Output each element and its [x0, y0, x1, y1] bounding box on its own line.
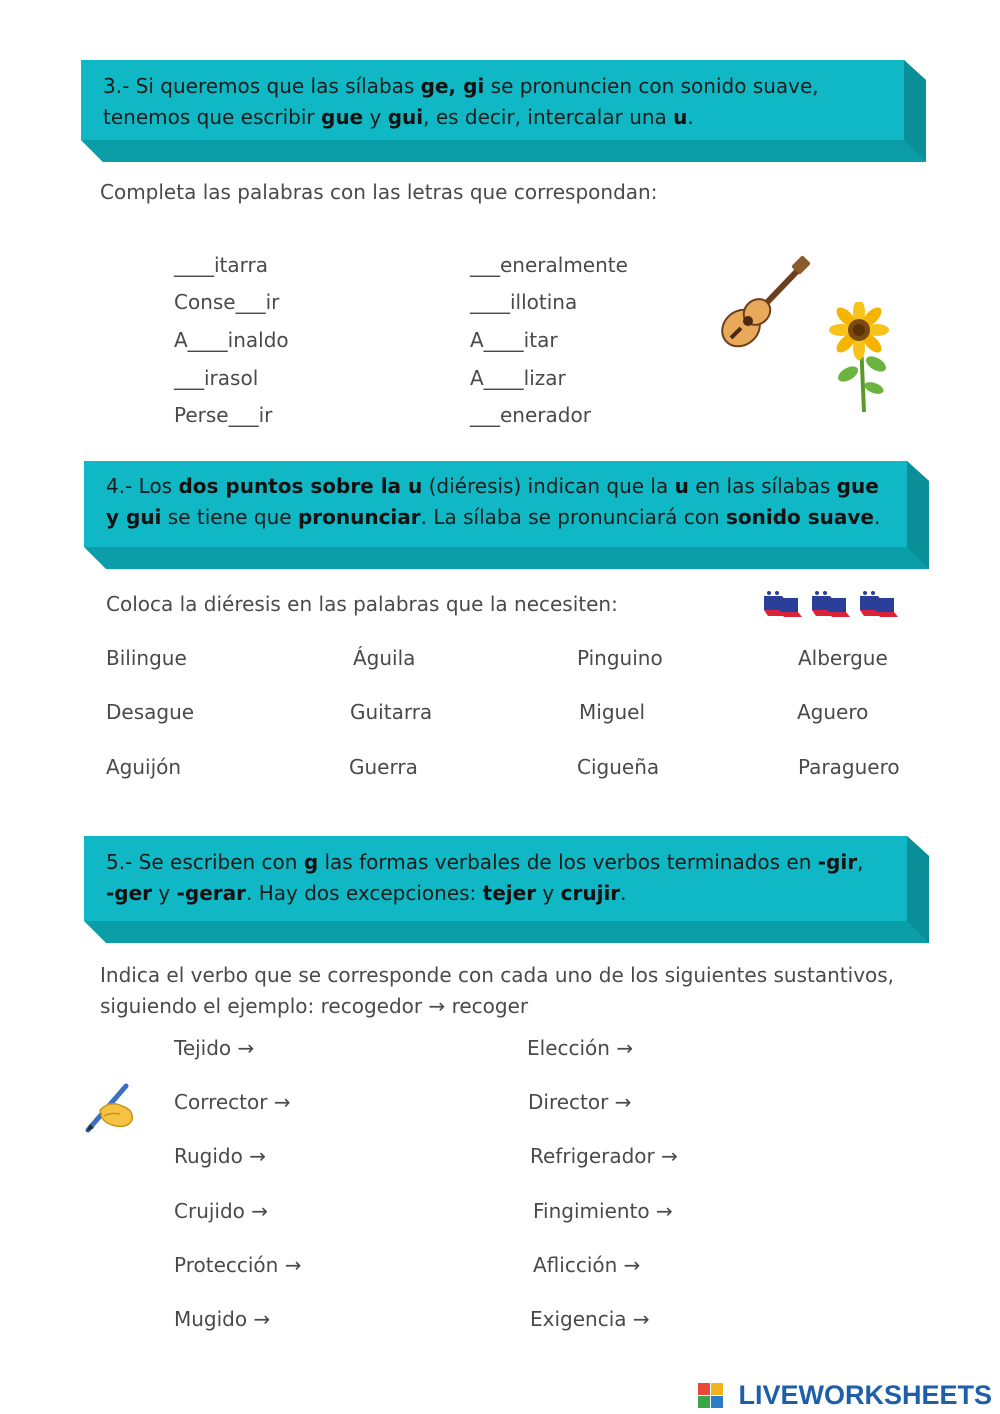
noun-word[interactable]: Mugido →	[174, 1307, 271, 1331]
liveworksheets-logo[interactable]: LIVEWORKSHEETS	[738, 1380, 992, 1410]
umlaut-word[interactable]: Cigueña	[577, 755, 660, 779]
umlaut-letters-icon	[760, 590, 906, 618]
liveworksheets-logo-icon	[698, 1383, 724, 1409]
rule-banner-5	[84, 836, 929, 943]
umlaut-word[interactable]: Albergue	[798, 646, 888, 670]
noun-word[interactable]: Aflicción →	[533, 1253, 641, 1277]
fill-word[interactable]: Conse___ir	[174, 290, 280, 314]
instruction-5-line1: Indica el verbo que se corresponde con cada uno de los siguientes sustantivos,	[100, 963, 895, 987]
umlaut-word[interactable]: Aguero	[797, 700, 869, 724]
rule-4-text: 4.- Los dos puntos sobre la u (diéresis) indican que la u en las sílabas gue y gui se tiene que pronunciar. La sílaba se pronunciará con sonido suave.	[106, 474, 881, 529]
fill-word[interactable]: ___irasol	[174, 366, 259, 390]
instruction-5-line2: siguiendo el ejemplo: recogedor → recoger	[100, 994, 529, 1018]
noun-word[interactable]: Tejido →	[174, 1036, 255, 1060]
guitar-icon	[715, 255, 815, 355]
umlaut-word[interactable]: Águila	[353, 646, 416, 670]
fill-word[interactable]: ____itarra	[174, 253, 269, 277]
sunflower-icon	[828, 302, 894, 414]
umlaut-word[interactable]: Guitarra	[350, 700, 433, 724]
noun-word[interactable]: Corrector →	[174, 1090, 291, 1114]
writing-hand-icon	[82, 1080, 138, 1136]
fill-word[interactable]: ___enerador	[470, 403, 591, 427]
umlaut-word[interactable]: Miguel	[579, 700, 646, 724]
noun-word[interactable]: Exigencia →	[530, 1307, 650, 1331]
fill-word[interactable]: Perse___ir	[174, 403, 273, 427]
rule-5-text: 5.- Se escriben con g las formas verbales de los verbos terminados en -gir, -ger y -gerar. Hay dos excepciones: tejer y crujir.	[106, 850, 864, 905]
noun-word[interactable]: Crujido →	[174, 1199, 269, 1223]
umlaut-word[interactable]: Paraguero	[798, 755, 900, 779]
fill-word[interactable]: ____illotina	[470, 290, 578, 314]
instruction-3: Completa las palabras con las letras que correspondan:	[100, 180, 658, 204]
noun-word[interactable]: Director →	[528, 1090, 632, 1114]
umlaut-word[interactable]: Guerra	[349, 755, 418, 779]
rule-banner-3	[81, 60, 926, 162]
noun-word[interactable]: Rugido →	[174, 1144, 266, 1168]
fill-word[interactable]: A____lizar	[470, 366, 566, 390]
noun-word[interactable]: Refrigerador →	[530, 1144, 678, 1168]
fill-word[interactable]: ___eneralmente	[470, 253, 628, 277]
rule-banner-4	[84, 461, 929, 569]
umlaut-word[interactable]: Pinguino	[577, 646, 663, 670]
umlaut-word[interactable]: Desague	[106, 700, 195, 724]
fill-word[interactable]: A____itar	[470, 328, 558, 352]
instruction-4: Coloca la diéresis en las palabras que la necesiten:	[106, 592, 618, 616]
rule-3-text: 3.- Si queremos que las sílabas ge, gi se pronuncien con sonido suave, tenemos que escribir gue y gui, es decir, intercalar una u.	[103, 74, 819, 129]
fill-word[interactable]: A____inaldo	[174, 328, 289, 352]
umlaut-word[interactable]: Bilingue	[106, 646, 187, 670]
noun-word[interactable]: Fingimiento →	[533, 1199, 673, 1223]
umlaut-word[interactable]: Aguijón	[106, 755, 182, 779]
noun-word[interactable]: Protección →	[174, 1253, 302, 1277]
noun-word[interactable]: Elección →	[527, 1036, 634, 1060]
